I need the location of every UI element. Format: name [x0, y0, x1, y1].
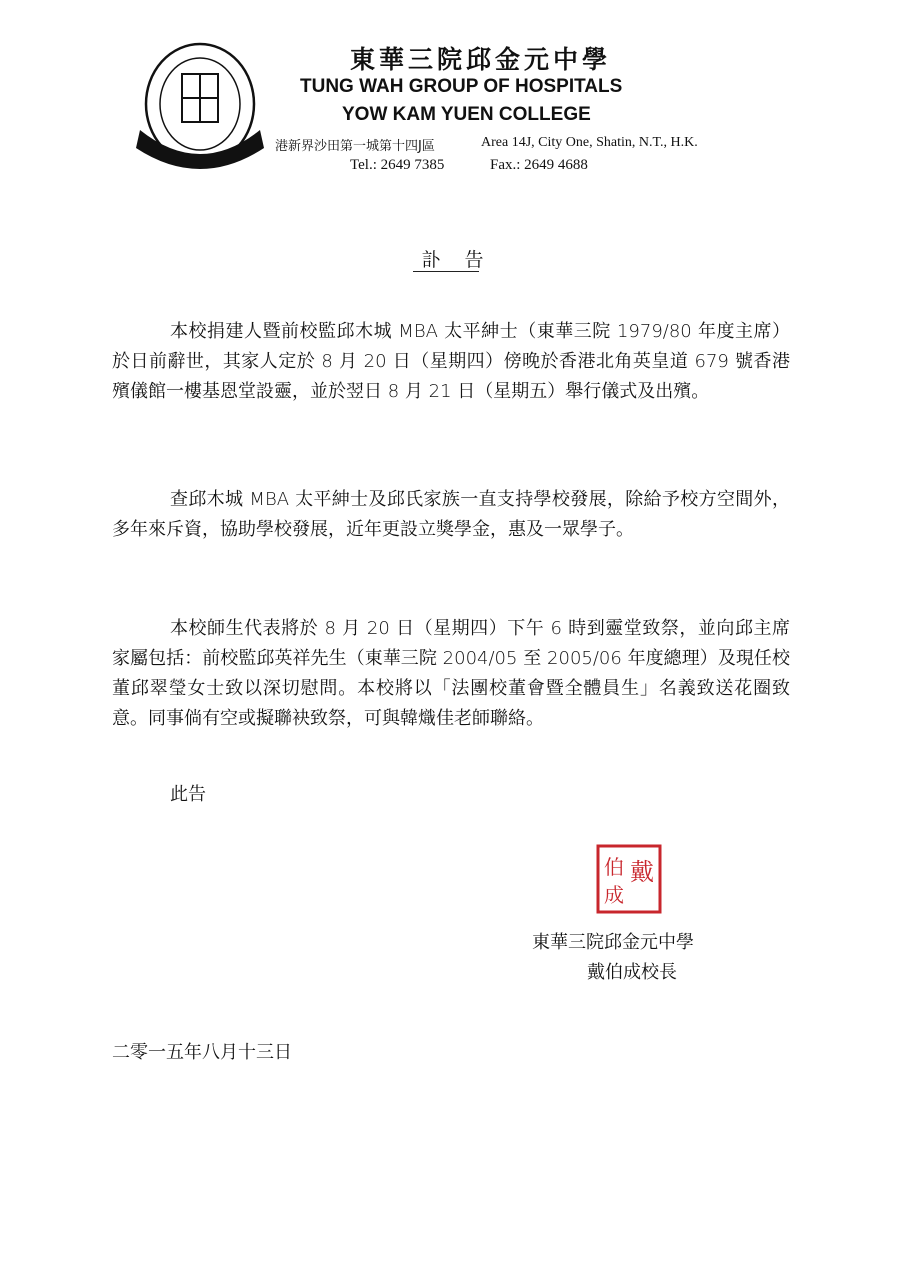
document-title: 訃告	[421, 249, 508, 271]
telephone: Tel.: 2649 7385	[350, 157, 445, 173]
svg-text:伯: 伯	[604, 855, 624, 879]
signature-school: 東華三院邱金元中學	[532, 932, 694, 953]
title-underline	[413, 271, 479, 272]
paragraph-condolence: 本校師生代表將於 8 月 20 日（星期四）下午 6 時到靈堂致祭，並向邱主席家屬包括：前校監邱英祥先生（東華三院 2004/05 至 2005/06 年度總理）及現任校董邱翠瑩女士致以深切慰問。本校將以「法團校董會暨全體員生」名義致送花圈致意。同事倘有空或擬聯袂致祭，可與韓熾佳老師聯絡。	[112, 618, 790, 729]
signature-name: 戴伯成校長	[587, 962, 677, 983]
paragraph-contribution: 查邱木城 MBA 太平紳士及邱氏家族一直支持學校發展，除給予校方空間外，多年來斥資，協助學校發展，近年更設立獎學金，惠及一眾學子。	[112, 489, 790, 540]
fax: Fax.: 2649 4688	[490, 157, 588, 173]
document-date: 二零一五年八月十三日	[112, 1042, 292, 1063]
school-name-english-line2: YOW KAM YUEN COLLEGE	[342, 104, 591, 125]
school-name-english-line1: TUNG WAH GROUP OF HOSPITALS	[300, 76, 623, 97]
address-chinese: 港新界沙田第一城第十四J區	[275, 139, 435, 154]
address-english: Area 14J, City One, Shatin, N.T., H.K.	[481, 135, 698, 150]
school-logo	[130, 38, 270, 178]
svg-text:成: 成	[604, 883, 624, 907]
school-name-chinese: 東華三院邱金元中學	[350, 45, 612, 74]
paragraph-announcement: 本校捐建人暨前校監邱木城 MBA 太平紳士（東華三院 1979/80 年度主席）於日前辭世，其家人定於 8 月 20 日（星期四）傍晚於香港北角英皇道 679 號香港殯儀館一樓基恩堂設靈，並於翌日 8 月 21 日（星期五）舉行儀式及出殯。	[112, 321, 790, 402]
closing-remark: 此告	[170, 784, 206, 805]
principal-seal-stamp	[596, 844, 662, 914]
svg-text:戴: 戴	[630, 858, 654, 886]
